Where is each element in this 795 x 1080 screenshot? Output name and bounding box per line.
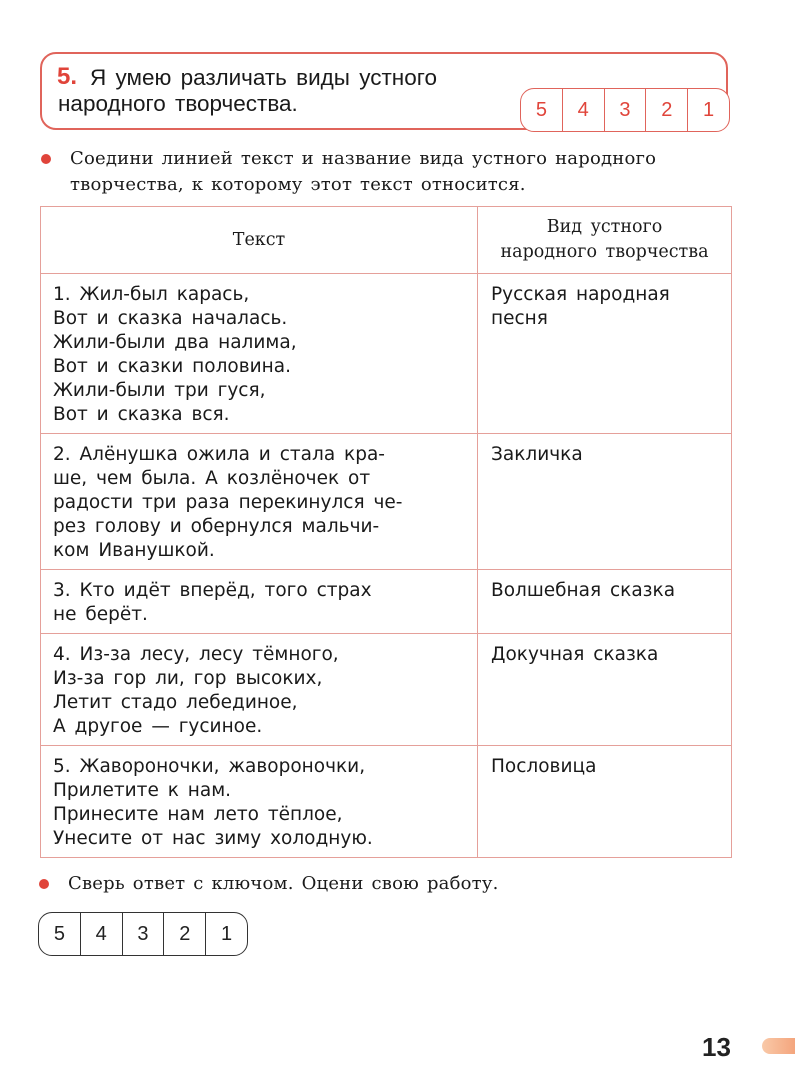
table-header	[41, 207, 732, 274]
row-text[interactable]	[41, 274, 478, 434]
text-line: 3. Кто идёт вперёд, того страх	[53, 580, 372, 601]
text-line: 4. Из-за лесу, лесу тёмного,	[53, 644, 339, 665]
row-kind[interactable]	[478, 634, 732, 746]
text-line: ше, чем была. А козлёночек от	[53, 468, 371, 489]
grade-3[interactable]: 3	[604, 89, 646, 131]
grade-4[interactable]: 4	[562, 89, 604, 131]
bullet-icon	[41, 154, 51, 164]
header-text: Текст	[41, 207, 478, 274]
page-edge-tab	[762, 1038, 795, 1054]
grade-2[interactable]: 2	[645, 89, 687, 131]
grade-1[interactable]: 1	[205, 913, 247, 955]
text-line: Вот и сказка вся.	[53, 404, 230, 425]
goal-number: 5.	[57, 63, 78, 90]
kind-line: Закличка	[491, 444, 583, 465]
kind-line: Русская народная	[491, 284, 670, 305]
row-text[interactable]	[41, 746, 478, 858]
text-line: Принесите нам лето тёплое,	[53, 804, 343, 825]
text-line: Летит стадо лебединое,	[53, 692, 298, 713]
table-row	[41, 570, 732, 634]
text-line: 1. Жил-был карась,	[53, 284, 250, 305]
instruction-line1: Соедини линией текст и название вида устного народного	[70, 148, 657, 169]
text-line: Жили-были два налима,	[53, 332, 297, 353]
row-kind[interactable]	[478, 746, 732, 858]
text-line: не берёт.	[53, 604, 148, 625]
text-line: Из-за гор ли, гор высоких,	[53, 668, 323, 689]
table-row	[41, 634, 732, 746]
text-line: Жили-были три гуся,	[53, 380, 266, 401]
bullet-icon	[39, 879, 49, 889]
row-kind[interactable]	[478, 434, 732, 570]
header-kind-line2: народного творчества	[500, 242, 709, 262]
header-kind-line1: Вид устного	[546, 217, 663, 237]
text-line: А другое — гусиное.	[53, 716, 263, 737]
check-instruction: Сверь ответ с ключом. Оцени свою работу.	[68, 873, 499, 894]
text-line: Прилетите к нам.	[53, 780, 232, 801]
text-line: Вот и сказка началась.	[53, 308, 288, 329]
grade-2[interactable]: 2	[163, 913, 205, 955]
text-line: Унесите от нас зиму холодную.	[53, 828, 373, 849]
text-line: 2. Алёнушка ожила и стала кра-	[53, 444, 385, 465]
instruction-line2: творчества, к которому этот текст относится.	[70, 174, 526, 195]
row-text[interactable]	[41, 634, 478, 746]
row-text[interactable]	[41, 434, 478, 570]
kind-line: Пословица	[491, 756, 597, 777]
grade-5[interactable]: 5	[535, 98, 547, 121]
grade-1[interactable]: 1	[687, 89, 729, 131]
text-line: 5. Жавороночки, жавороночки,	[53, 756, 366, 777]
matching-table	[40, 206, 732, 858]
grade-4[interactable]: 4	[80, 913, 122, 955]
kind-line: Докучная сказка	[491, 644, 659, 665]
grade-5[interactable]: 5	[53, 922, 65, 945]
goal-text-line2: народного творчества.	[58, 91, 298, 116]
kind-line: Волшебная сказка	[491, 580, 676, 601]
table-row	[41, 434, 732, 570]
row-kind[interactable]	[478, 274, 732, 434]
page-number: 13	[702, 1032, 731, 1062]
text-line: ком Иванушкой.	[53, 540, 215, 561]
row-kind[interactable]	[478, 570, 732, 634]
grade-3[interactable]: 3	[122, 913, 164, 955]
goal-text-line1: Я умею различать виды устного	[90, 65, 437, 90]
table-row	[41, 746, 732, 858]
text-line: радости три раза перекинулся че-	[53, 492, 403, 513]
table-row	[41, 274, 732, 434]
row-text[interactable]	[41, 570, 478, 634]
kind-line: песня	[491, 308, 548, 329]
self-grade-scale[interactable]	[38, 912, 248, 956]
header-kind	[478, 207, 732, 274]
text-line: рез голову и обернулся мальчи-	[53, 516, 380, 537]
text-line: Вот и сказки половина.	[53, 356, 291, 377]
goal-grade-scale[interactable]	[520, 88, 730, 132]
